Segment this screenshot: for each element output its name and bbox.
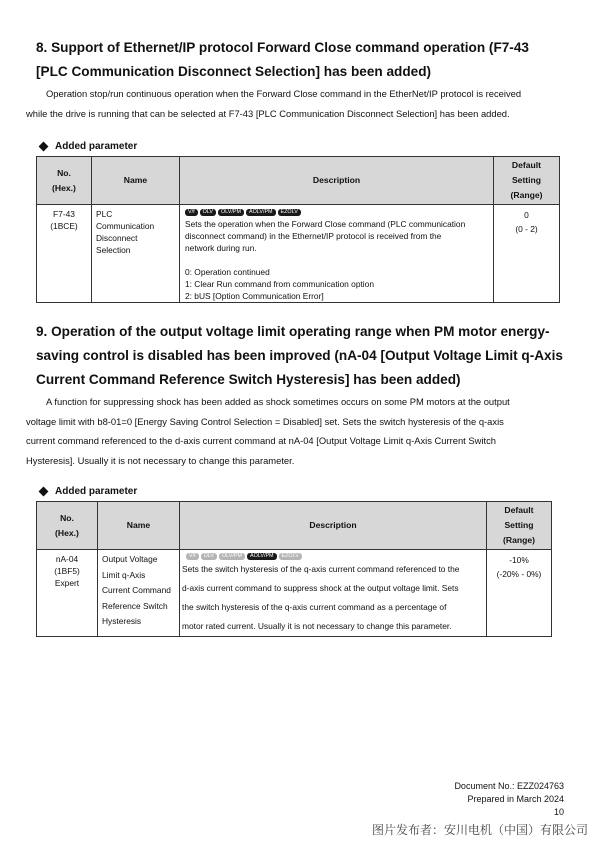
header-name: Name	[92, 157, 180, 205]
section-8-added-parameter-label: Added parameter	[40, 141, 137, 152]
section-8-parameter-table	[36, 156, 560, 303]
document-number: Document No.: EZZ024763	[454, 781, 564, 791]
badge-aolv-pm: AOLV/PM	[247, 553, 277, 560]
section-9-parameter-table	[36, 501, 552, 637]
badge-vf: V/f	[186, 553, 199, 560]
header-no: No. (Hex.)	[37, 502, 98, 550]
header-default: Default Setting (Range)	[487, 502, 552, 550]
table-header-row	[37, 502, 552, 550]
publisher-watermark: 图片发布者：安川电机（中国）有限公司	[371, 823, 588, 837]
document-footer	[454, 780, 564, 819]
section-9-title-line-3: Current Command Reference Switch Hysteresis] has been added)	[36, 372, 461, 387]
badge-ezolv: EZOLV	[279, 553, 302, 560]
header-description: Description	[180, 502, 487, 550]
section-8-para-line-1: Operation stop/run continuous operation when the Forward Close command in the EtherNet/IP protocol is received	[46, 88, 522, 99]
badge-olv: OLV	[201, 553, 217, 560]
section-8-title-line-2: [PLC Communication Disconnect Selection] has been added)	[36, 64, 432, 79]
access-level: Expert	[54, 578, 80, 588]
option-0: 0: Operation continued	[185, 267, 270, 277]
diamond-bullet-icon	[39, 487, 49, 497]
param-name-cell: Output Voltage Limit q-Axis Current Command Reference Switch Hysteresis	[98, 550, 180, 637]
option-1: 1: Clear Run command from communication option	[185, 279, 374, 289]
header-description: Description	[180, 157, 494, 205]
param-description-cell: V/f OLV OLV/PM AOLV/PM EZOLV Sets the operation when the Forward Close command (PLC communication disconnect command) in the Ethernet/IP protocol is received from the network during run. 0: Operation continued 1: Clear Run command from communication option 2: bUS [Option Communication Error]	[180, 205, 494, 303]
badge-olv: OLV	[200, 209, 216, 216]
param-name-cell: PLC Communication Disconnect Selection	[92, 205, 180, 303]
table-row	[37, 550, 552, 637]
section-8-title-line-1: 8. Support of Ethernet/IP protocol Forward Close command operation (F7-43	[36, 40, 529, 55]
option-2: 2: bUS [Option Communication Error]	[185, 291, 324, 301]
prepared-date: Prepared in March 2024	[467, 794, 564, 804]
section-9-added-parameter-label: Added parameter	[40, 486, 137, 497]
badge-olv-pm: OLV/PM	[219, 553, 245, 560]
section-8-heading	[36, 36, 572, 84]
badge-aolv-pm: AOLV/PM	[246, 209, 276, 216]
diamond-bullet-icon	[39, 142, 49, 152]
param-number-cell: F7-43 (1BCE)	[37, 205, 92, 303]
param-default-cell: 0 (0 - 2)	[494, 205, 560, 303]
section-9-title-line-2: saving control is disabled has been improved (nA-04 [Output Voltage Limit q-Axis	[36, 348, 563, 363]
control-mode-badges	[186, 553, 484, 560]
section-9-title-line-1: 9. Operation of the output voltage limit operating range when PM motor energy-	[36, 324, 550, 339]
table-row	[37, 205, 560, 303]
header-no: No. (Hex.)	[37, 157, 92, 205]
param-description-cell: V/f OLV OLV/PM AOLV/PM EZOLV Sets the switch hysteresis of the q-axis current command referenced to the d-axis current command to suppress shock at the output voltage limit. Sets the switch hysteresis of the q-axis current command as a percentage of motor rated current. Usually it is not necessary to change this parameter.	[180, 550, 487, 637]
page-number: 10	[553, 807, 564, 817]
badge-olv-pm: OLV/PM	[218, 209, 244, 216]
section-9-paragraph: A function for suppressing shock has been added as shock sometimes occurs on some PM motors at the output voltage limit with b8-01=0 [Energy Saving Control Selection = Disabled] set. Sets the switch hysteresis of the q-axis current command referenced to the d-axis current command at nA-04 [Output Voltage Limit q-Axis Current Switch Hysteresis]. Usually it is not necessary to change this parameter.	[26, 396, 510, 466]
param-number-cell: nA-04 (1BF5) Expert	[37, 550, 98, 637]
section-8-para-line-2: while the drive is running that can be selected at F7-43 [PLC Communication Disconnect Selection] has been added.	[26, 107, 510, 119]
control-mode-badges	[185, 209, 488, 216]
header-name: Name	[98, 502, 180, 550]
section-8-paragraph	[26, 84, 558, 123]
param-default-cell: -10% (-20% - 0%)	[487, 550, 552, 637]
section-9-heading	[36, 320, 572, 392]
badge-vf: V/f	[185, 209, 198, 216]
table-header-row	[37, 157, 560, 205]
badge-ezolv: EZOLV	[278, 209, 301, 216]
header-default: Default Setting (Range)	[494, 157, 560, 205]
